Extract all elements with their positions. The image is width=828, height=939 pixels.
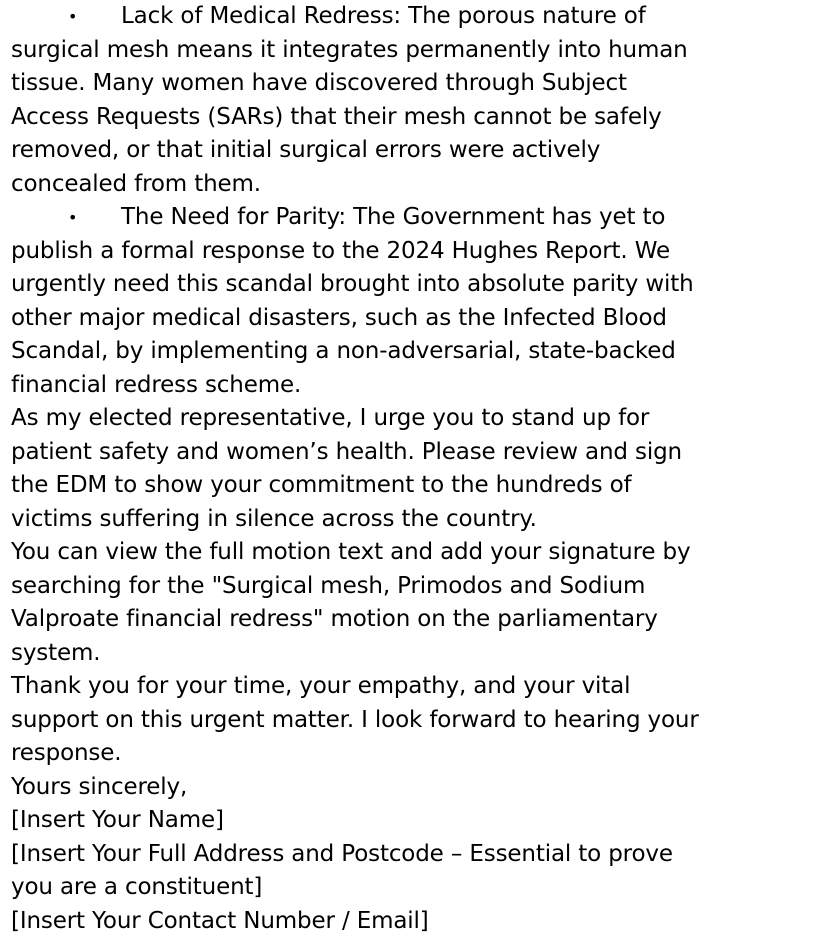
paragraph-line: You can view the full motion text and add your signature by	[11, 539, 691, 565]
bullet-text-line: removed, or that initial surgical errors were actively	[11, 137, 601, 163]
bullet-text-line: other major medical disasters, such as the Infected Blood	[11, 304, 667, 331]
bullet-text-line: concealed from them.	[11, 170, 261, 197]
bullet-item-need-for-parity	[11, 201, 822, 402]
bullet-glyph: •	[68, 7, 78, 26]
bullet-first-line	[11, 0, 822, 34]
paragraph-line: Thank you for your time, your empathy, and your vital	[11, 673, 631, 699]
signoff-address-placeholder: you are a constituent]	[11, 874, 263, 900]
signoff-name-placeholder: [Insert Your Name]	[11, 807, 224, 833]
paragraph-line: response.	[11, 740, 122, 766]
bullet-glyph: •	[68, 208, 78, 227]
bullet-text-line: urgently need this scandal brought into absolute parity with	[11, 271, 694, 297]
bullet-text-line: tissue. Many women have discovered through Subject	[11, 70, 627, 96]
bullet-text-line: surgical mesh means it integrates permanently into human	[11, 36, 688, 63]
paragraph-line: As my elected representative, I urge you to stand up for	[11, 405, 650, 431]
bullet-text: The Need for Parity: The Government has yet to	[121, 204, 666, 230]
bullet-text-line: financial redress scheme.	[11, 371, 302, 398]
paragraph-line: support on this urgent matter. I look forward to hearing your	[11, 706, 699, 733]
bullet-text-line: Access Requests (SARs) that their mesh cannot be safely	[11, 103, 662, 130]
bullet-text: Lack of Medical Redress: The porous nature of	[121, 3, 646, 29]
signoff-contact-placeholder: [Insert Your Contact Number / Email]	[11, 907, 429, 934]
signoff-closing: Yours sincerely,	[11, 773, 188, 800]
paragraph-line: Valproate financial redress" motion on the parliamentary	[11, 606, 658, 632]
signoff	[11, 771, 822, 939]
bullet-text-line: Scandal, by implementing a non-adversarial, state-backed	[11, 338, 676, 364]
bullet-item-medical-redress	[11, 0, 822, 201]
paragraph-line: system.	[11, 639, 101, 666]
paragraph-representative-appeal	[11, 402, 822, 536]
paragraph-thanks	[11, 670, 822, 771]
signoff-address-placeholder: [Insert Your Full Address and Postcode – Essential to prove	[11, 840, 673, 867]
bullet-text-line: publish a formal response to the 2024 Hughes Report. We	[11, 237, 670, 264]
paragraph-motion-instructions	[11, 536, 822, 670]
paragraph-line: patient safety and women’s health. Please review and sign	[11, 438, 682, 465]
bullet-first-line	[11, 201, 822, 235]
paragraph-line: the EDM to show your commitment to the hundreds of	[11, 472, 632, 498]
paragraph-line: victims suffering in silence across the country.	[11, 505, 537, 532]
paragraph-line: searching for the "Surgical mesh, Primodos and Sodium	[11, 572, 646, 599]
